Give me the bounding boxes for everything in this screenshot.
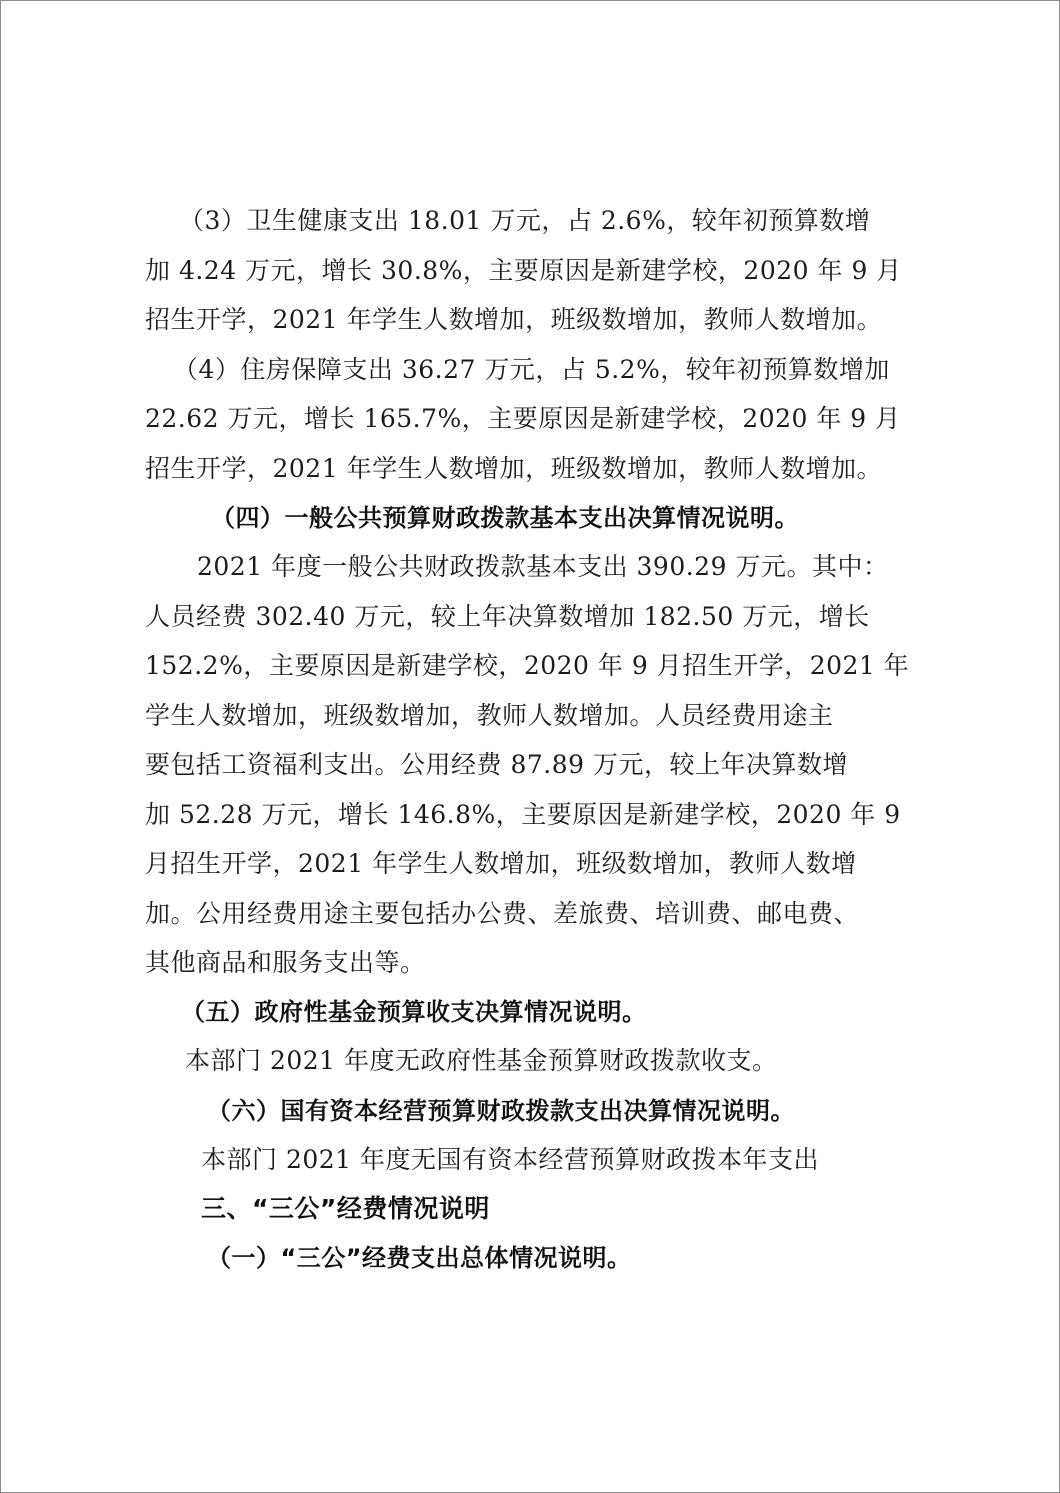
section-heading-6: （六）国有资本经营预算财政拨款支出决算情况说明。: [207, 1097, 795, 1125]
paragraph-state-capital: 本部门 2021 年度无国有资本经营预算财政拨本年支出: [201, 1145, 820, 1174]
paragraph-basic-expense-line4: 学生人数增加，班级数增加，教师人数增加。人员经费用途主: [145, 701, 834, 730]
paragraph-basic-expense-line5: 要包括工资福利支出。公用经费 87.89 万元，较上年决算数增: [145, 750, 848, 779]
paragraph-health-expense-cont: 加 4.24 万元，增长 30.8%，主要原因是新建学校，2020 年 9 月: [145, 256, 902, 285]
paragraph-basic-expense-line6: 加 52.28 万元，增长 146.8%，主要原因是新建学校，2020 年 9: [145, 800, 901, 829]
section-heading-4: （四）一般公共预算财政拨款基本支出决算情况说明。: [211, 504, 799, 532]
section-heading-three-public: （一）“三公”经费支出总体情况说明。: [207, 1244, 632, 1272]
paragraph-housing-expense-end: 招生开学，2021 年学生人数增加，班级数增加，教师人数增加。: [145, 454, 883, 483]
paragraph-housing-expense-cont: 22.62 万元，增长 165.7%，主要原因是新建学校，2020 年 9 月: [145, 404, 901, 433]
paragraph-basic-expense-end: 其他商品和服务支出等。: [145, 948, 426, 977]
paragraph-government-fund: 本部门 2021 年度无政府性基金预算财政拨款收支。: [185, 1046, 778, 1075]
chapter-heading-3: 三、“三公”经费情况说明: [201, 1194, 490, 1223]
paragraph-basic-expense-line8: 加。公用经费用途主要包括办公费、差旅费、培训费、邮电费、: [145, 899, 860, 928]
paragraph-basic-expense-line7: 月招生开学，2021 年学生人数增加，班级数增加，教师人数增: [145, 849, 857, 878]
paragraph-health-expense-end: 招生开学，2021 年学生人数增加，班级数增加，教师人数增加。: [145, 305, 883, 334]
section-heading-5: （五）政府性基金预算收支决算情况说明。: [181, 998, 647, 1026]
paragraph-basic-expense-personnel: 人员经费 302.40 万元，较上年决算数增加 182.50 万元，增长: [145, 602, 870, 631]
paragraph-health-expense: （3）卫生健康支出 18.01 万元，占 2.6%，较年初预算数增: [179, 206, 871, 235]
paragraph-basic-expense-line3: 152.2%，主要原因是新建学校，2020 年 9 月招生开学，2021 年: [145, 651, 910, 680]
paragraph-housing-expense: （4）住房保障支出 36.27 万元，占 5.2%，较年初预算数增加: [173, 355, 890, 384]
paragraph-basic-expense: 2021 年度一般公共财政拨款基本支出 390.29 万元。其中：: [197, 552, 889, 581]
